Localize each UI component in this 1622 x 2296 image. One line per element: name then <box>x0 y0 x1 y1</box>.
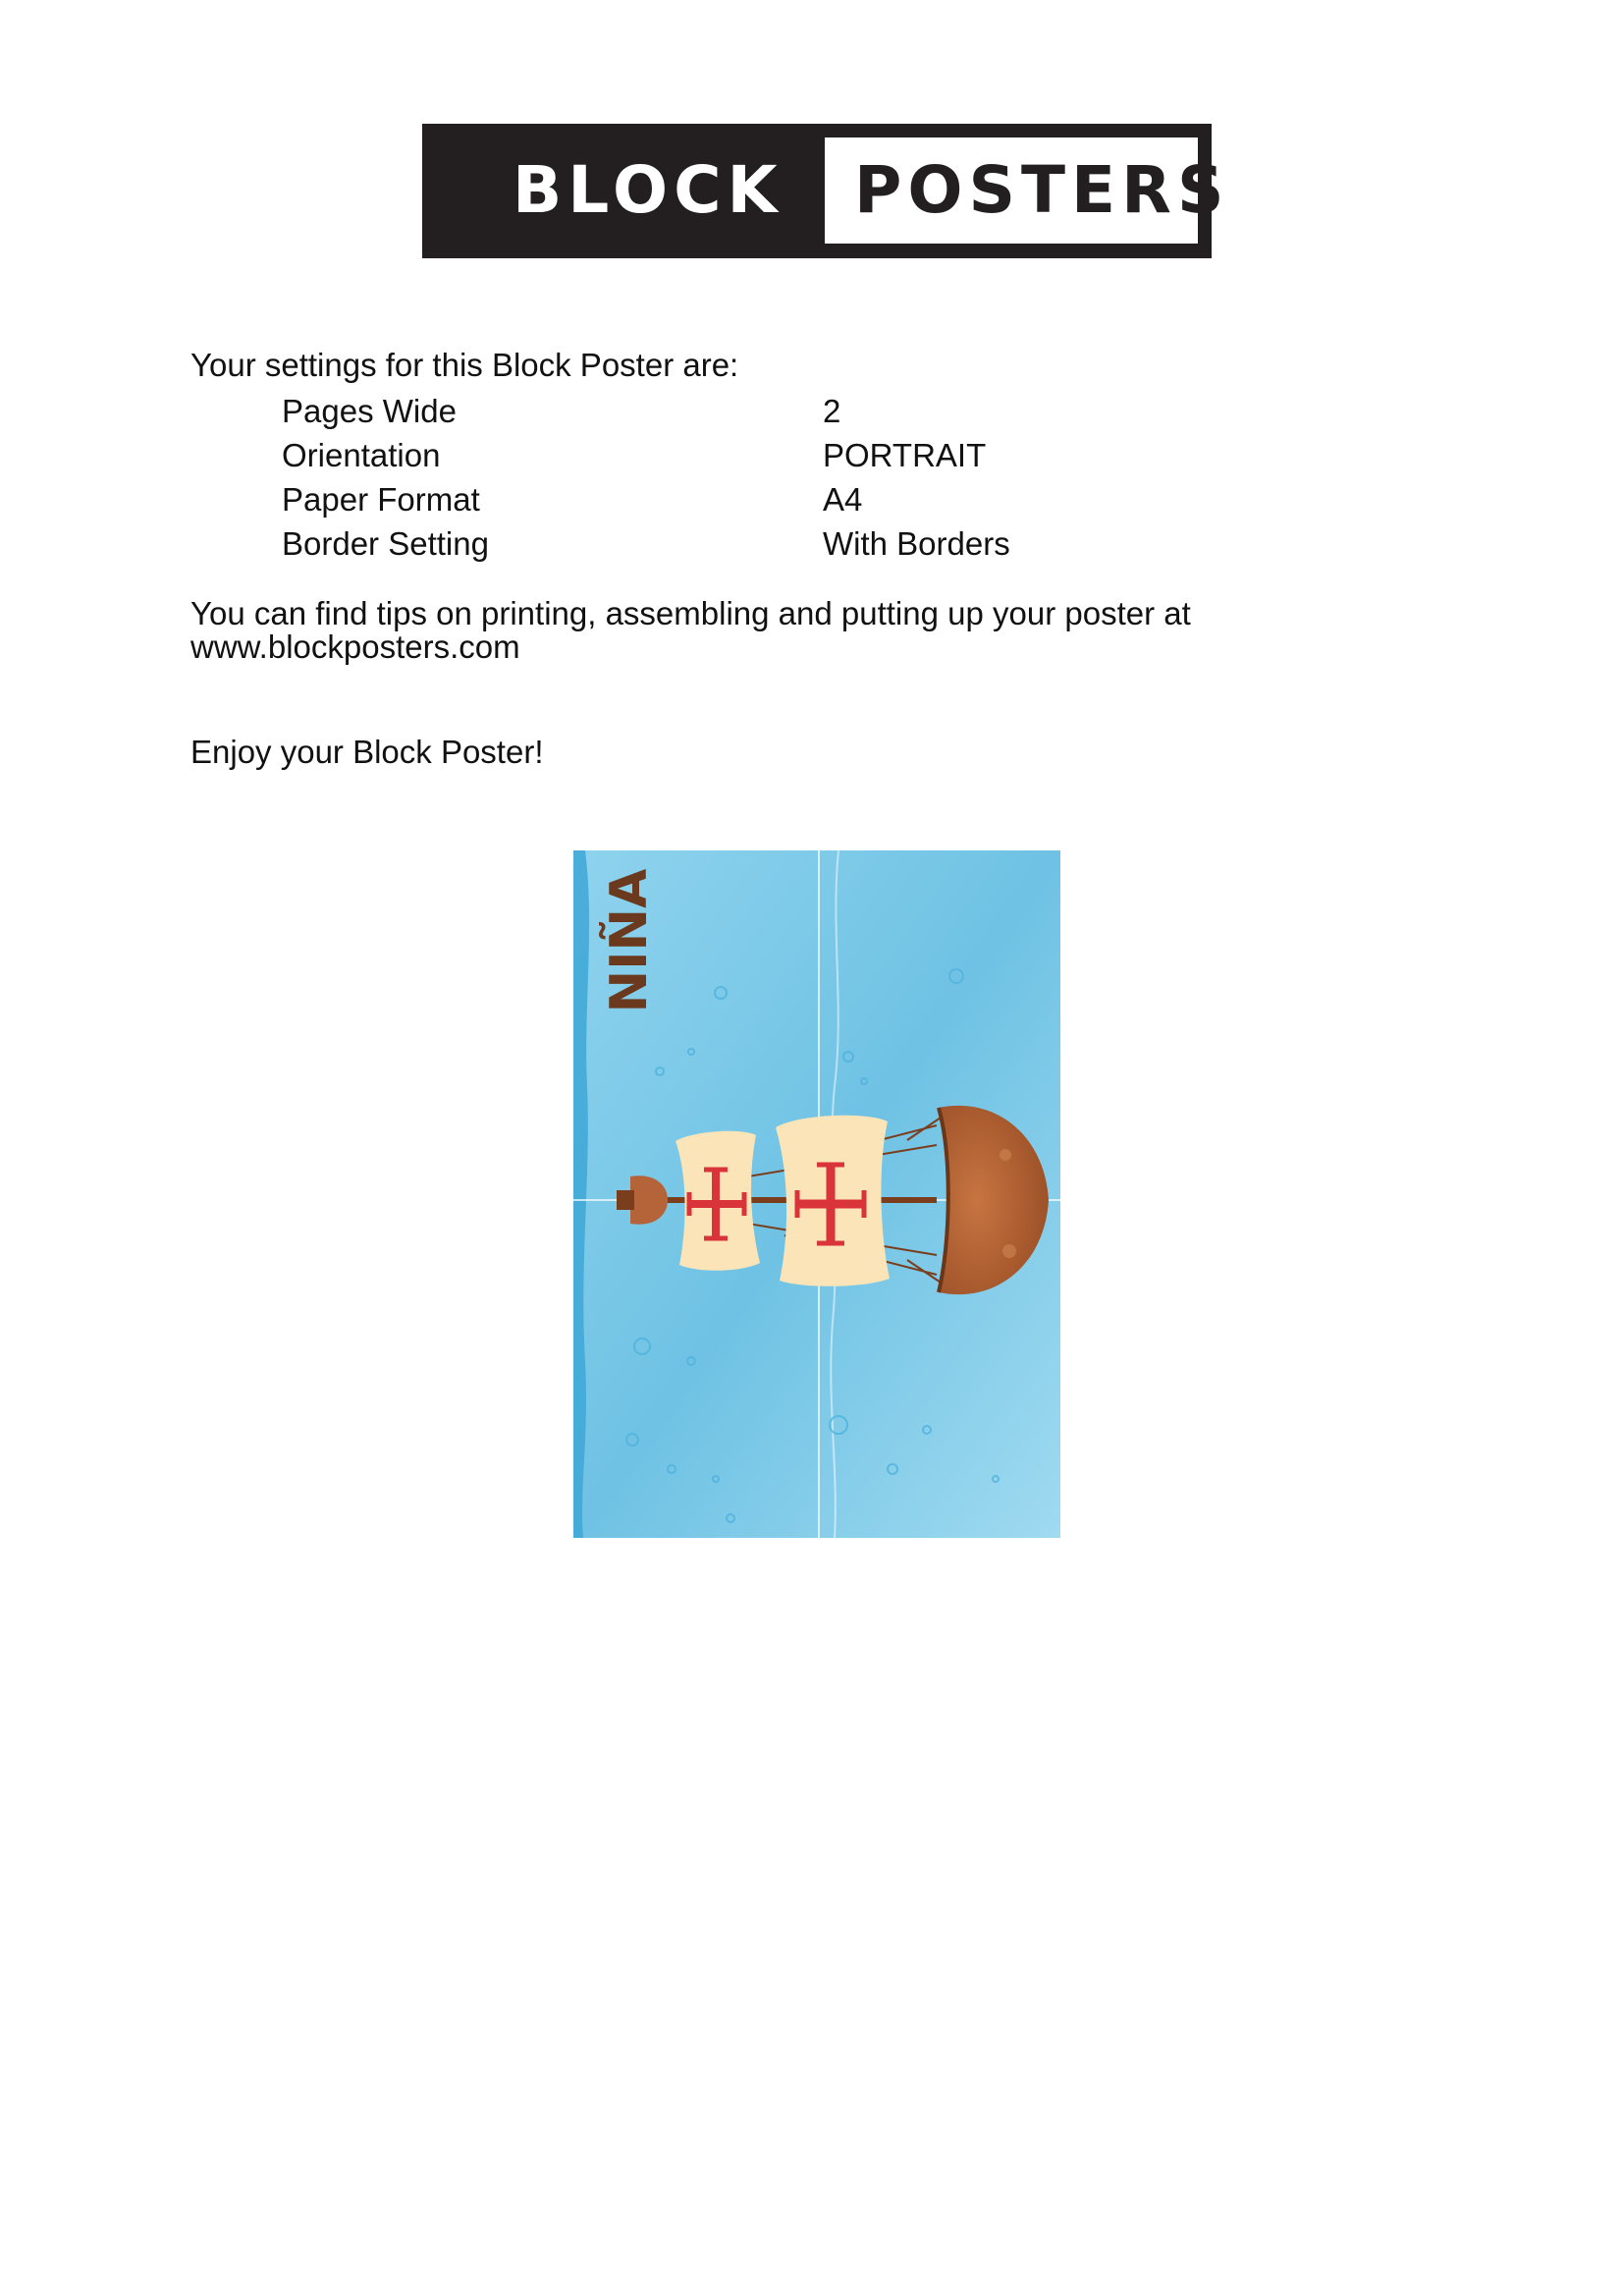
setting-value: A4 <box>823 481 863 518</box>
tips-url: www.blockposters.com <box>190 629 520 665</box>
ship-porthole <box>1000 1149 1011 1161</box>
tips-text: You can find tips on printing, assembling and putting up your poster at <box>190 595 1191 631</box>
block-posters-logo <box>422 124 1230 258</box>
setting-label: Orientation <box>282 437 441 473</box>
logo-word-block: BLOCK <box>513 152 784 228</box>
logo-word-posters: POSTERS <box>854 152 1230 228</box>
tips-paragraph <box>190 597 1290 664</box>
setting-value: 2 <box>823 393 841 429</box>
setting-label: Pages Wide <box>282 393 457 429</box>
enjoy-message: Enjoy your Block Poster! <box>190 734 544 770</box>
ship-sail-front <box>676 1131 760 1271</box>
ship-sail-main <box>776 1116 890 1286</box>
logo-box-posters <box>825 137 1230 244</box>
poster-preview <box>573 850 1060 1538</box>
settings-intro: Your settings for this Block Poster are: <box>190 347 739 383</box>
ship-mast-cap <box>617 1190 634 1210</box>
setting-label: Paper Format <box>282 481 480 518</box>
setting-value: With Borders <box>823 525 1010 562</box>
poster-ship-title: NIÑA <box>600 868 659 1013</box>
setting-label: Border Setting <box>282 525 489 562</box>
setting-value: PORTRAIT <box>823 437 987 473</box>
ship-porthole <box>1002 1244 1016 1258</box>
